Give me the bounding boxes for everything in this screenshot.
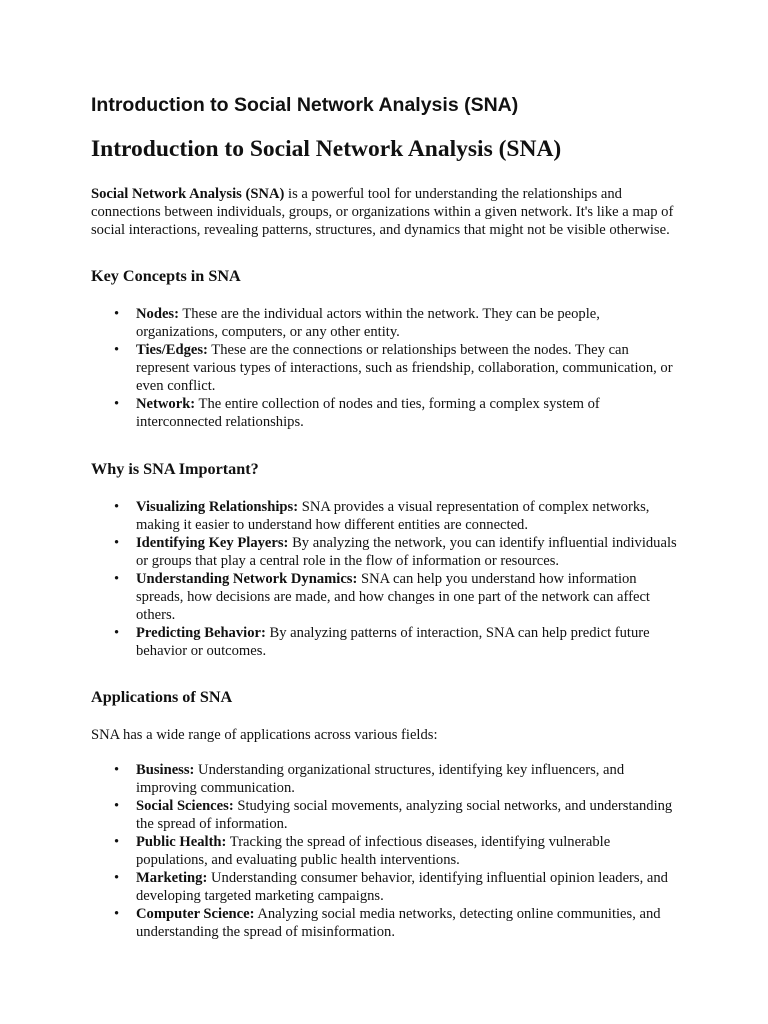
item-text: Understanding consumer behavior, identifying influential opinion leaders, and developing targeted marketing campaigns. (136, 870, 668, 904)
list-item (136, 534, 681, 570)
list-item (136, 570, 681, 624)
item-term: Understanding Network Dynamics: (136, 571, 358, 587)
section-heading-key-concepts: Key Concepts in SNA (91, 267, 241, 285)
key-concepts-list (91, 305, 681, 431)
item-term: Marketing: (136, 870, 208, 886)
list-item (136, 498, 681, 534)
item-text: SNA can help you understand how information spreads, how decisions are made, and how changes in one part of the network can affect others. (136, 571, 650, 623)
section-heading-importance: Why is SNA Important? (91, 460, 259, 478)
item-term: Ties/Edges: (136, 342, 208, 358)
item-term: Network: (136, 396, 196, 412)
item-text: These are the connections or relationships between the nodes. They can represent various types of interactions, such as friendship, collaboration, communication, or even conflict. (136, 342, 673, 394)
item-term: Social Sciences: (136, 798, 234, 814)
list-item (136, 833, 681, 869)
item-text: Understanding organizational structures, identifying key influencers, and improving communication. (136, 762, 625, 796)
list-item (136, 761, 681, 797)
item-text: Studying social movements, analyzing social networks, and understanding the spread of information. (136, 798, 673, 832)
item-term: Predicting Behavior: (136, 625, 266, 641)
list-item (136, 905, 681, 941)
item-term: Business: (136, 762, 195, 778)
list-item (136, 797, 681, 833)
intro-term: Social Network Analysis (SNA) (91, 186, 285, 202)
applications-intro: SNA has a wide range of applications across various fields: (91, 727, 438, 743)
item-text: SNA provides a visual representation of complex networks, making it easier to understand how different entities are connected. (136, 499, 650, 533)
applications-list (91, 761, 681, 941)
item-text: Tracking the spread of infectious diseases, identifying vulnerable populations, and evaluating public health interventions. (136, 834, 611, 868)
section-heading-applications: Applications of SNA (91, 688, 233, 706)
item-text: The entire collection of nodes and ties, forming a complex system of interconnected relationships. (136, 396, 600, 430)
item-term: Computer Science: (136, 906, 255, 922)
item-text: By analyzing the network, you can identify influential individuals or groups that play a central role in the flow of information or resources. (136, 535, 677, 569)
item-text: By analyzing patterns of interaction, SNA can help predict future behavior or outcomes. (136, 625, 650, 659)
item-term: Public Health: (136, 834, 227, 850)
item-term: Nodes: (136, 306, 179, 322)
list-item (136, 395, 681, 431)
document-header-title: Introduction to Social Network Analysis (SNA) (91, 94, 519, 116)
item-term: Identifying Key Players: (136, 535, 289, 551)
item-term: Visualizing Relationships: (136, 499, 299, 515)
list-item (136, 341, 681, 395)
main-title: Introduction to Social Network Analysis (SNA) (91, 136, 562, 162)
intro-text: is a powerful tool for understanding the relationships and connections between individuals, groups, or organizations within a given network. It's like a map of social interactions, revealing patterns, structures, and dynamics that might not be visible otherwise. (91, 186, 674, 238)
importance-list (91, 498, 681, 660)
list-item (136, 869, 681, 905)
list-item (136, 624, 681, 660)
item-text: Analyzing social media networks, detecting online communities, and understanding the spread of misinformation. (136, 906, 661, 940)
document-body (91, 135, 681, 941)
item-text: These are the individual actors within the network. They can be people, organizations, computers, or any other entity. (136, 306, 600, 340)
list-item (136, 305, 681, 341)
intro-paragraph (91, 185, 681, 239)
